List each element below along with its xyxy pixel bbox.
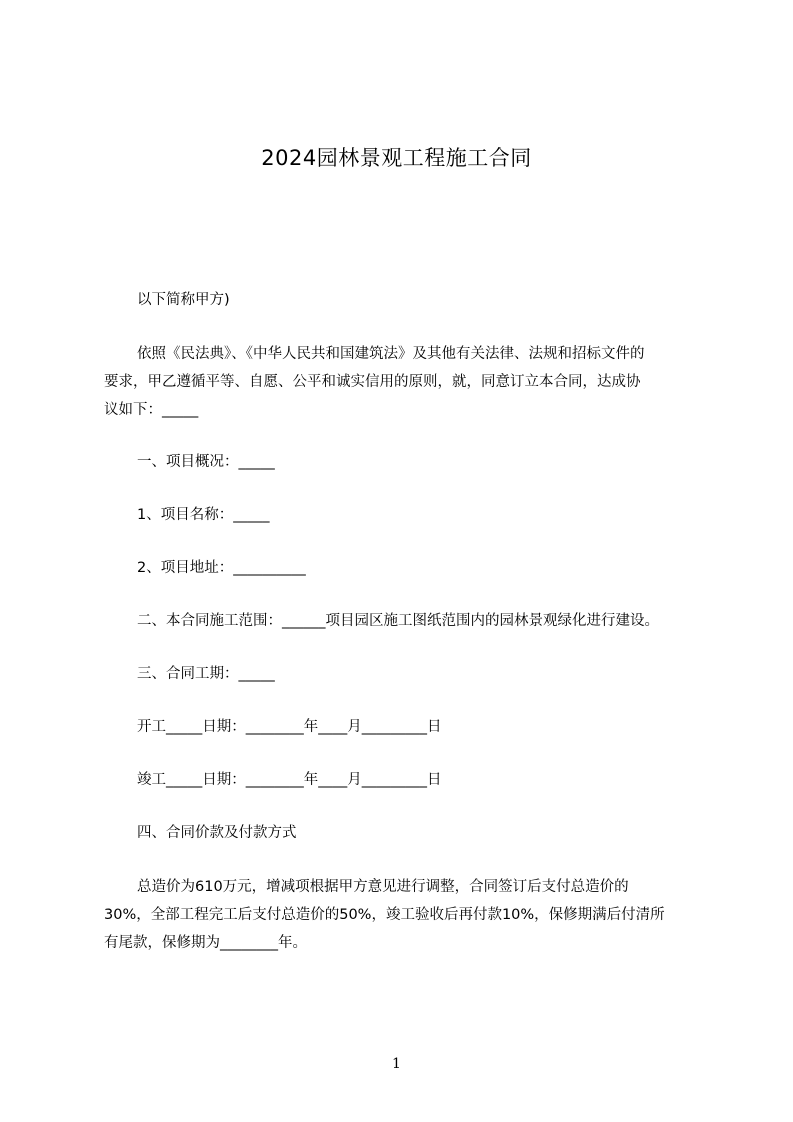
document-title: 2024园林景观工程施工合同 — [261, 146, 532, 170]
section-price-and-payment: 四、合同价款及付款方式 — [137, 825, 297, 841]
page-number: 1 — [392, 1056, 401, 1072]
payment-paragraph-line-2: 30%，全部工程完工后支付总造价的50%，竣工验收后再付款10%，保修期满后付清所 — [104, 907, 665, 923]
payment-paragraph-line-3: 有尾款，保修期为________年。 — [104, 935, 307, 951]
section-project-overview: 一、项目概况：_____ — [137, 454, 275, 470]
end-date-line: 竣工_____日期：________年____月_________日 — [137, 772, 442, 788]
basis-paragraph-line-2: 要求，甲乙遵循平等、自愿、公平和诚实信用的原则，就，同意订立本合同，达成协 — [104, 374, 641, 390]
basis-paragraph-line-1: 依照《民法典》、《中华人民共和国建筑法》及其他有关法律、法规和招标文件的 — [137, 346, 645, 362]
payment-paragraph-line-1: 总造价为610万元，增减项根据甲方意见进行调整，合同签订后支付总造价的 — [137, 879, 629, 895]
item-project-name: 1、项目名称：_____ — [137, 507, 270, 523]
section-contract-period: 三、合同工期：_____ — [137, 666, 275, 682]
party-line: 以下简称甲方) — [137, 292, 230, 308]
item-project-address: 2、项目地址：__________ — [137, 560, 306, 576]
section-construction-scope: 二、本合同施工范围：______项目园区施工图纸范围内的园林景观绿化进行建设。 — [137, 613, 659, 629]
basis-paragraph-line-3: 议如下：_____ — [104, 402, 199, 418]
start-date-line: 开工_____日期：________年____月_________日 — [137, 719, 442, 735]
